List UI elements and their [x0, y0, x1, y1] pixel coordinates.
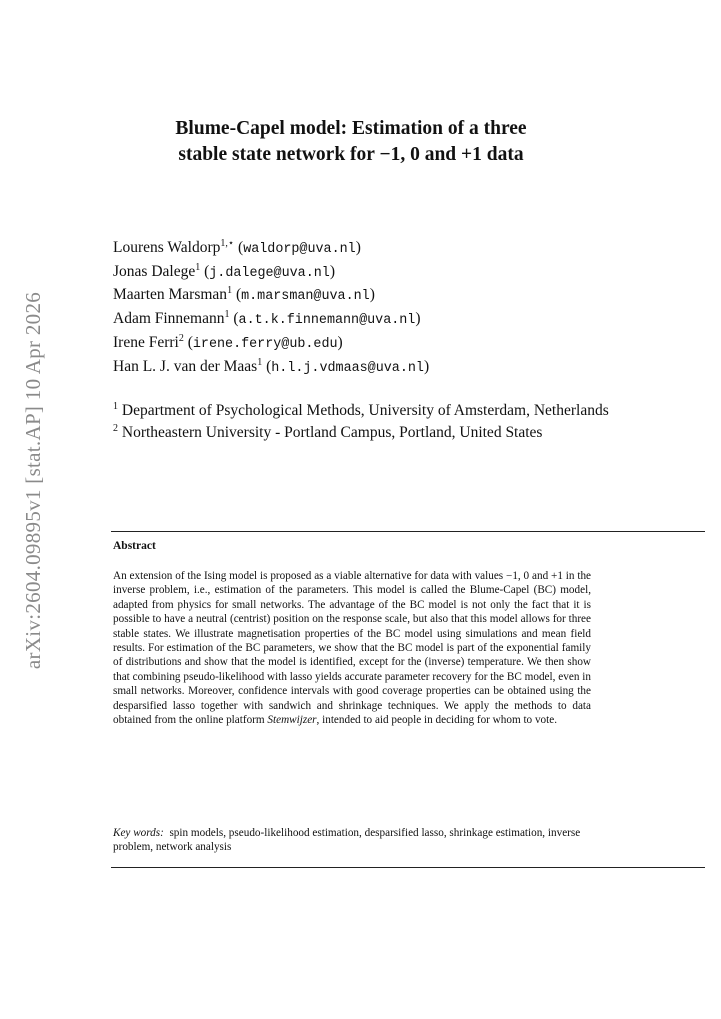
- author-affil-mark: 2: [178, 332, 184, 344]
- abstract-heading: Abstract: [113, 540, 156, 552]
- author-entry: Han L. J. van der Maas$^1$ (h.l.j.vdmaas@uva.nl): [113, 356, 430, 376]
- author-affil-mark: 1,⋆: [220, 238, 235, 249]
- paper-title: [110, 116, 592, 168]
- keywords: [113, 826, 591, 855]
- author-email[interactable]: h.l.j.vdmaas@uva.nl: [271, 360, 424, 376]
- author-entry: Jonas Dalege$^1$ (j.dalege@uva.nl): [113, 261, 335, 281]
- author-email[interactable]: a.t.k.finnemann@uva.nl: [238, 313, 416, 329]
- author-name: Maarten Marsman: [113, 286, 228, 304]
- author-affil-mark: 1: [224, 309, 230, 321]
- affiliation-entry: [113, 422, 609, 444]
- keywords-label: Key words:: [113, 827, 164, 839]
- affiliation-mark: 2: [113, 422, 118, 434]
- author-name: Lourens Waldorp: [113, 239, 221, 256]
- author-name: Irene Ferri: [113, 333, 179, 351]
- affiliation-entry: [113, 400, 609, 422]
- author-entry: Maarten Marsman$^1$ (m.marsman@uva.nl): [113, 285, 375, 305]
- author-email[interactable]: j.dalege@uva.nl: [209, 265, 330, 281]
- author-affil-mark: 1: [257, 356, 263, 368]
- abstract-bottom-rule: [111, 867, 705, 868]
- abstract-text: An extension of the Ising model is proposed as a viable alternative for data with values −1, 0 and +1 in the inverse problem, i.e., estimation of the parameters. This model is called the Blume-Capel (BC) model, adapted from physics for small networks. The advantage of the BC model is not only the fact that it is possible to have a neutral (centrist) position on the response scale, but also that this model allows for three stable states. We illustrate magnetisation properties of the BC model using simulations and mean field results. For estimation of the BC parameters, we show that the BC model is part of the exponential family of distributions and show that the model is identified, except for the (inverse) temperature. We then show that combining pseudo-likelihood with lasso yields accurate parameter recovery for the BC model, even in small networks. Moreover, confidence intervals with good coverage properties can be obtained using the desparsified lasso together with sandwich and shrinkage techniques. We apply the methods to data obtained from the online platform: [113, 570, 591, 727]
- affiliation-mark: 1: [113, 401, 118, 412]
- author-name: Adam Finnemann: [113, 310, 225, 328]
- affiliation-text: Department of Psychological Methods, University of Amsterdam, Netherlands: [121, 402, 609, 419]
- author-email[interactable]: m.marsman@uva.nl: [241, 289, 370, 305]
- title-line: Blume-Capel model: Estimation of a three: [175, 118, 527, 139]
- author-name: Han L. J. van der Maas: [113, 357, 258, 375]
- abstract-emphasis: Stemwijzer: [267, 714, 317, 727]
- abstract-body: [113, 569, 591, 727]
- abstract-text-end: , intended to aid people in deciding for whom to vote.: [316, 714, 558, 727]
- author-entry: Lourens Waldorp$^{1,⋆}$ (waldorp@uva.nl): [113, 238, 361, 257]
- author-name: Jonas Dalege: [113, 262, 196, 280]
- affiliation-list: [113, 400, 609, 443]
- abstract-top-rule: [111, 531, 705, 532]
- author-affil-mark: 1: [227, 285, 233, 297]
- author-list: [113, 237, 429, 379]
- keywords-text: spin models, pseudo-likelihood estimation, desparsified lasso, shrinkage estimation, inverse problem, network analysis: [113, 827, 581, 854]
- arxiv-id: arXiv:2604.09895v1 [stat.AP] 10 Apr 2026: [21, 291, 46, 669]
- author-affil-mark: 1: [195, 261, 201, 273]
- author-email[interactable]: irene.ferry@ub.edu: [192, 336, 338, 352]
- affiliation-text: Northeastern University - Portland Campus, Portland, United States: [121, 423, 543, 441]
- title-line: stable state network for −1, 0 and +1 data: [178, 144, 524, 165]
- author-entry: Adam Finnemann$^1$ (a.t.k.finnemann@uva.nl): [113, 309, 421, 329]
- author-entry: Irene Ferri$^2$ (irene.ferry@ub.edu): [113, 332, 343, 352]
- author-email[interactable]: waldorp@uva.nl: [243, 242, 356, 257]
- arxiv-sidebar-stamp: [16, 285, 52, 675]
